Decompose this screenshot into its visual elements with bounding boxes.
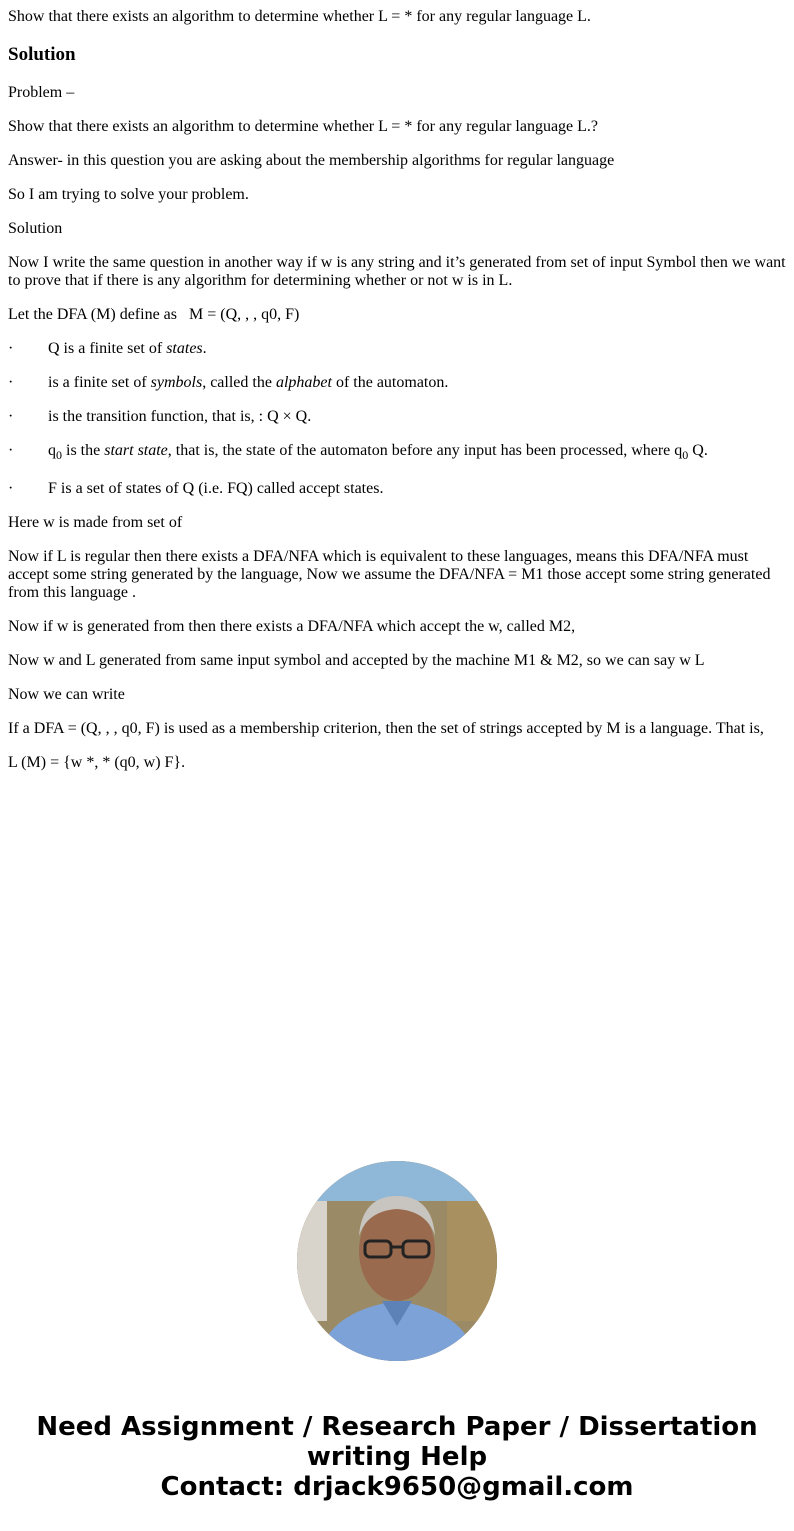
paragraph: Answer- in this question you are asking about the membership algorithms for regular language: [8, 152, 615, 169]
banner-line: Need Assignment / Research Paper / Dissertation: [36, 1412, 758, 1442]
text: .: [202, 340, 207, 357]
document: [0, 8, 794, 772]
text: Q.: [688, 442, 708, 459]
text: of the automaton.: [331, 374, 449, 391]
paragraph: So I am trying to solve your problem.: [8, 186, 249, 203]
paragraph: Let the DFA (M) define as M = (Q, , , q0, F): [8, 306, 300, 323]
text: , called the: [202, 374, 276, 391]
paragraph: Now we can write: [8, 686, 125, 703]
solution-heading: Solution: [8, 44, 76, 65]
paragraph: Now I write the same question in another way if w is any string and it’s generated from set of input Symbol then we want to prove that if there is any algorithm for determining whether or not w is in L.: [8, 254, 786, 289]
bullet-marker: ·: [8, 340, 14, 357]
author-avatar: [297, 1161, 497, 1361]
paragraph: L (M) = {w *, * (q0, w) F}.: [8, 754, 186, 771]
bullet-marker: ·: [8, 480, 14, 497]
text: is the: [62, 442, 105, 459]
subscript: 0: [56, 448, 62, 462]
text: alphabet: [275, 374, 332, 391]
paragraph: Now w and L generated from same input symbol and accepted by the machine M1 & M2, so we can say w L: [8, 652, 705, 669]
bullet-marker: ·: [8, 408, 14, 425]
paragraph: Now if L is regular then there exists a DFA/NFA which is equivalent to these languages, means this DFA/NFA must accept some string generated by the language, Now we assume the DFA/NFA = M1 those accept some string generated from this language .: [8, 548, 771, 601]
banner-line: writing Help: [306, 1442, 488, 1472]
text: is a finite set of: [48, 374, 151, 391]
subscript: 0: [682, 448, 689, 462]
paragraph: Now if w is generated from then there exists a DFA/NFA which accept the w, called M2,: [8, 618, 576, 635]
text: symbols: [150, 374, 203, 391]
list-item: [8, 374, 786, 392]
text: states: [166, 340, 203, 357]
list-item: [8, 480, 786, 498]
text: q: [48, 442, 56, 459]
paragraph: Solution: [8, 220, 63, 237]
text: F is a set of states of Q (i.e. FQ) called accept states.: [48, 480, 384, 497]
paragraph: Problem –: [8, 84, 75, 101]
list-item: [8, 442, 786, 460]
bullet-marker: ·: [8, 374, 14, 391]
text: Q is a finite set of: [48, 340, 167, 357]
list-item: [8, 340, 786, 358]
text: , that is, the state of the automaton before any input has been processed, where q: [167, 442, 683, 459]
paragraph: Show that there exists an algorithm to determine whether L = * for any regular language L.?: [8, 118, 599, 135]
contact-banner: [0, 1412, 794, 1502]
text: is the transition function, that is, : Q × Q.: [48, 408, 312, 425]
question: Show that there exists an algorithm to determine whether L = * for any regular language L.: [8, 8, 591, 25]
paragraph: If a DFA = (Q, , , q0, F) is used as a membership criterion, then the set of strings accepted by M is a language. That is,: [8, 720, 764, 737]
portrait-image: [297, 1161, 497, 1361]
contact-email: Contact: drjack9650@gmail.com: [160, 1472, 634, 1502]
list-item: [8, 408, 786, 426]
text: start state: [104, 442, 168, 459]
bullet-marker: ·: [8, 442, 14, 459]
paragraph: Here w is made from set of: [8, 514, 183, 531]
